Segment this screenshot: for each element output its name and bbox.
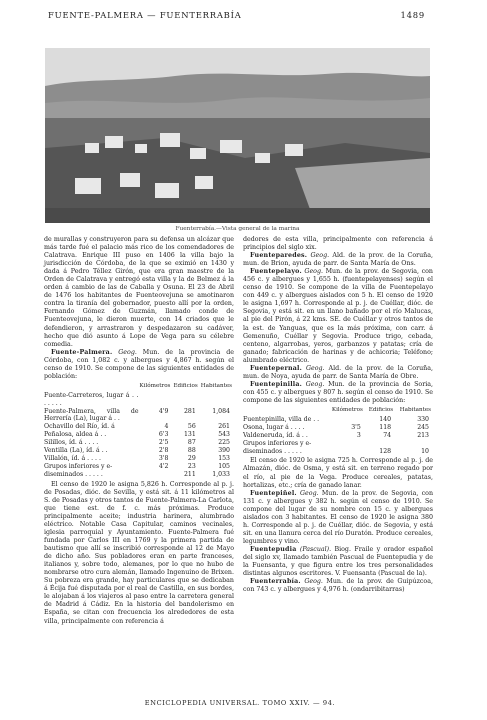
- table-row: Ventilla (La), íd. á . . 2'8 88 390: [44, 447, 230, 455]
- entry-text: Ald. de la prov. de la Coruña, mun. de Noya, ayuda de parr. de Santa María de Obre.: [243, 364, 433, 380]
- entry-fuente-palmera: [44, 349, 234, 381]
- table-row: Peñalosa, aldea á . . 6'3 131 543: [44, 431, 230, 439]
- table-row: Villalón, íd. á . . . . 3'8 29 153: [44, 455, 230, 462]
- right-column: [243, 236, 433, 594]
- col-header: Kilómetros: [139, 382, 171, 389]
- page-header: [48, 10, 425, 20]
- headword: Fuente-Palmera.: [51, 348, 113, 356]
- entry-type: Geog.: [118, 348, 137, 356]
- table-row: Fuente-Carreteros, lugar á . . . . . . .: [44, 391, 139, 407]
- entry-type: Geog.: [310, 252, 330, 260]
- table-row: Silillos, íd. á . . . . 2'5 87 225: [44, 439, 230, 447]
- entry-fuentepelayo: [243, 268, 433, 365]
- intro-paragraph: de murallas y construyeron para su defensa un alcázar que más tarde fué el palacio más rico de los comendadores de Calatrava. Enrique III puso en 1406 la villa bajo la jurisdicción de Córdoba, de la que se eximió en 1430 y dada á Pedro Téllez Girón, que era gran maestre de la Orden de Calatrava y entregó esta villa y la de Belmez á la orden á cambio de las de Caballa y Osuna. El 23 de Abril de 1476 los habitantes de Fuenteovejuna se amotinaron contra la tiranía del gobernador, puesto allí por la orden, Fernando Gómez de Guzmán, llamado conde de Fuenteovejuna, le dieron muerte, con 14 criados que le defendieron, y arrastraron y despedazaron su cadáver, hecho que dió asunto á Lope de Vega para su célebre comedia.: [44, 236, 234, 348]
- photo-caption: Fuenterrabía.—Vista general de la marina: [175, 226, 300, 232]
- table-row: Grupos inferiores y e-: [243, 439, 312, 447]
- entry-type: Geog.: [304, 268, 324, 276]
- entry-fuentepinel: [243, 490, 433, 546]
- entry-type: Geog.: [305, 364, 325, 372]
- headword: Fuentepelayo.: [250, 268, 302, 276]
- table-row: Fuente-Palmera, villa de Herrería (La), lugar á . . 4'9 281 1,084: [44, 407, 230, 423]
- page-footer: ENCICLOPEDIA UNIVERSAL. TOMO XXIV. — 94.: [144, 699, 336, 707]
- table-row: diseminados . . . . . 211 1,033: [44, 470, 230, 478]
- running-head: FUENTE-PALMERA — FUENTERRABÍA: [48, 10, 242, 20]
- table-row: Ochavillo del Río, íd. á 4 56 261: [44, 423, 230, 431]
- headword: Fuenteparedes.: [250, 252, 308, 260]
- photograph: [45, 48, 430, 223]
- table-row: Fuentepinilla, villa de . . 140 330: [243, 415, 429, 423]
- col-header: Edificios: [173, 382, 198, 389]
- entry-text: Biog. Fraile y orador español del siglo xv, llamado también Pascual de Fuentepudia y de la Fuensanta, y que figura entre los tres personalidades distintas algunos escritores. V. Fuensanta (Pascual de la).: [243, 545, 433, 578]
- entry-fuentepernal: [243, 365, 433, 381]
- entry-text: Mun. de la prov. de Segovia, con 456 c. y albergues y 1,655 h. (fuentepelayenses) según el censo de 1910. Se compone de la villa de Fuentepelayo con 449 c. y albergues aislados con 5 h. El censo de 1920 le asigna 1,697 h. Corresponde al p. j. de Cuéllar, dióc. de Segovia, y está sit. en un llano bañado por el río Malucas, al pie del Pirón, á 22 kms. SE. de Cuéllar y otros tantos de la est. de Yanguas, que es la más próxima, con carr. á Gemenuño, Cuéllar y Segovia. Produce trigo, cebada, centeno, algarrobas, yeros, garbanzos y patatas; cría de ganado; fabricación de harinas y de achicoria; Teléfono; alumbrado eléctrico.: [243, 268, 433, 364]
- headword: Fuentepinilla.: [250, 380, 303, 388]
- entry-text: Mun. de la provincia de Córdoba, con 1,082 c. y albergues y 4,867 h. según el censo de 1910. Se compone de las siguientes entidades de población:: [44, 348, 234, 380]
- entry-fuenterrabia: [243, 578, 433, 594]
- headword: Fuentepiñel.: [250, 489, 297, 497]
- table-row: Osona, lugar á . . . . 3'5 118 245: [243, 423, 429, 431]
- left-column: [44, 236, 234, 626]
- entry-fuentepinilla: [243, 381, 433, 405]
- population-table: [243, 406, 433, 455]
- headword: Fuenterrabía.: [250, 578, 301, 586]
- entry-fuentepudia: [243, 546, 433, 578]
- population-table: [44, 382, 234, 479]
- page-number: 1489: [400, 10, 425, 20]
- continuation-paragraph: dedores de esta villa, principalmente con referencia á principios del siglo xix.: [243, 236, 433, 252]
- entry-text: Mun. de la prov. de Segovia, con 131 c. y albergues y 382 h. según el censo de 1910. Se compone del lugar de su nombre con 15 c. y albergues aislados con 3 habitantes. El censo de 1920 le asigna 380 h. Corresponde al p. j. de Cuéllar, dióc. de Segovia, y está sit. en una llanura cerca del río Duratón. Produce cereales, legumbres y vino.: [243, 489, 433, 545]
- census-paragraph: El censo de 1920 le asigna 5,826 h. Corresponde al p. j. de Posadas, dióc. de Sevilla, y está sit. á 11 kilómetros al S. de Posadas y otros tantos de Fuente-Palmera-La Carlota, que tiene est. de f. c. más próximas. Produce principalmente aceite; industria harinera, alumbrado eléctrico. Notable Casa Capitular, caminos vecinales, iglesia parroquial y Ayuntamiento. Fuente-Palmera fué fundada por Carlos III en 1769 y la primera partida de bautismo que allí se inscribió corresponde al 12 de Mayo de dicho año. Sus pobladores eran en parte franceses, italianos y, sobre todo, alemanes, por lo que no hubo de nombrarse otro cura alemán, llamado Ingenuino de Brixen. Su pobreza era grande, hay particulares que se dedicaban á Écija fué disputada por el real de Castilla, en sus bordes, le alojaban á los viajeros al paso entre la carretera general de Madrid á Cádiz. En la historia del bandolerismo en España, se citan con frecuencia los alrededores de esta villa, principalmente con referencia á: [44, 480, 234, 625]
- census-paragraph: El censo de 1920 le asigna 725 h. Corresponde al p. j. de Almazán, dióc. de Osma, y está sit. en terreno regado por el río, al pie de la Vega. Produce cereales, patatas, hortalizas, etc.; cría de ganado lanar.: [243, 457, 433, 489]
- town-view-image: [45, 48, 430, 223]
- col-header: Kilómetros: [331, 406, 363, 413]
- headword: Fuentepudia: [250, 545, 297, 553]
- table-row: diseminados . . . . . 128 10: [243, 447, 429, 455]
- entry-text: Ald. de la prov. de la Coruña, mun. de Brion, ayuda de parr. de Santa María de Ons.: [243, 252, 433, 268]
- entry-type: Geog.: [300, 489, 319, 497]
- entry-type: Geog.: [304, 578, 323, 586]
- entry-type: (Pascual).: [299, 545, 332, 553]
- table-row: Valdeneruda, íd. á . . 3 74 213: [243, 431, 429, 439]
- col-header: Habitantes: [399, 406, 431, 413]
- col-header: Habitantes: [200, 382, 232, 389]
- entry-type: Geog.: [305, 380, 325, 388]
- entry-text: Mun. de la provincia de Soria, con 455 c. y albergues y 807 h. según el censo de 1910. Se compone de las siguientes entidades de población:: [243, 380, 433, 404]
- table-row: Grupos inferiores y e- 4'2 23 105: [44, 462, 230, 470]
- headword: Fuentepernal.: [250, 364, 303, 372]
- col-header: Edificios: [368, 406, 394, 413]
- entry-fuenteparedes: [243, 252, 433, 268]
- entry-text: Mun. de la prov. de Guipúzcoa, con 743 c. y albergues y 4,976 h. (ondarribitarras): [243, 578, 433, 594]
